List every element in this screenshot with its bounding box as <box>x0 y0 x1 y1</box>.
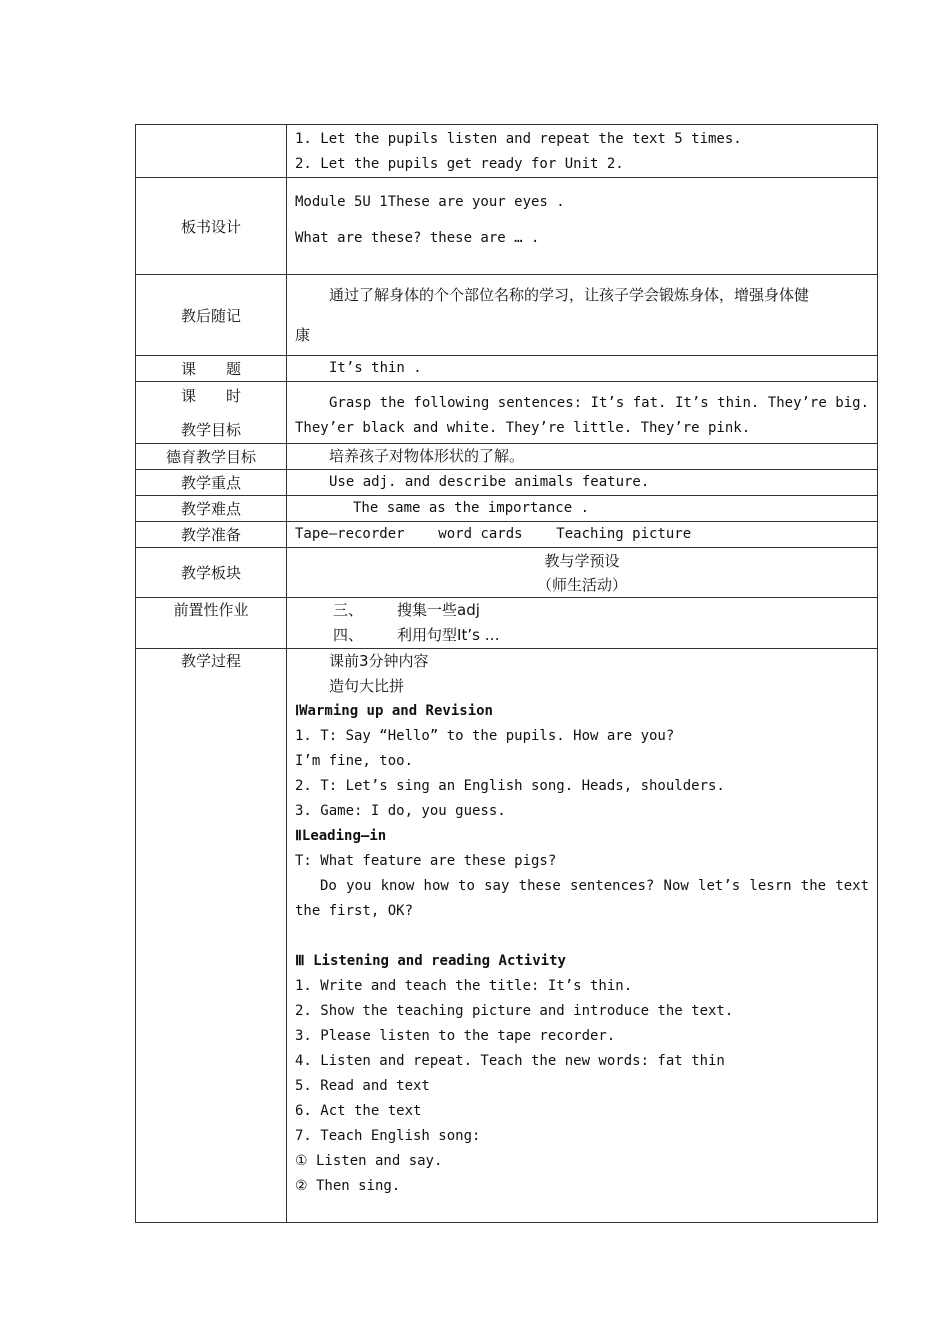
preparation-text: Tape—recorder word cards Teaching picture <box>295 526 692 542</box>
reflection-text: 通过了解身体的个个部位名称的学习，让孩子学会锻炼身体，增强身体健 <box>329 286 810 304</box>
listening-step-4: 4. Listen and repeat. Teach the new words: fat thin <box>295 1053 725 1069</box>
section-subtitle: （师生活动） <box>536 576 627 594</box>
blank-spacer <box>287 924 877 949</box>
leading-in-line-1: T: What feature are these pigs? <box>295 853 557 869</box>
topic-content <box>287 356 878 382</box>
difficulty-row <box>136 496 878 522</box>
board-line-2: What are these? these are … . <box>295 230 540 246</box>
listening-heading: Ⅲ Listening and reading Activity <box>295 953 566 969</box>
key-point-row <box>136 470 878 496</box>
moral-row <box>136 444 878 470</box>
warming-step-2: 2. T: Let’s sing an English song. Heads, shoulders. <box>295 778 725 794</box>
pre-work-item-1-text: 搜集一些adj <box>397 601 480 619</box>
key-point-label: 教学重点 <box>136 470 287 496</box>
process-content <box>287 649 878 1223</box>
warming-step-3: 3. Game: I do, you guess. <box>295 803 506 819</box>
process-label: 教学过程 <box>180 652 241 670</box>
pre-work-label: 前置性作业 <box>173 601 249 619</box>
board-design-content <box>287 178 878 275</box>
homework-row <box>136 125 878 178</box>
warming-step-1-reply: I’m fine, too. <box>295 753 414 769</box>
difficulty-text: The same as the importance . <box>353 500 590 516</box>
section-label: 教学板块 <box>136 548 287 598</box>
section-title: 教与学预设 <box>544 552 620 570</box>
song-sub-step-2: ② Then sing. <box>295 1178 401 1194</box>
warming-step-1: 1. T: Say “Hello” to the pupils. How are you? <box>295 728 675 744</box>
objectives-label-cell <box>136 382 287 444</box>
leading-in-heading: ⅡLeading—in <box>295 828 387 844</box>
key-point-text: Use adj. and describe animals feature. <box>329 474 650 490</box>
reflection-row <box>136 275 878 356</box>
topic-label: 课 题 <box>136 356 287 382</box>
pre-work-item-2 <box>287 623 877 648</box>
reflection-content <box>287 275 878 356</box>
moral-label: 德育教学目标 <box>136 444 287 470</box>
warming-up-heading: ⅠWarming up and Revision <box>295 703 493 719</box>
topic-text: It’s thin . <box>329 360 422 376</box>
preparation-label: 教学准备 <box>136 522 287 548</box>
pre-work-item-1-number: 三、 <box>333 601 364 619</box>
reflection-text-cont: 康 <box>295 326 311 344</box>
listening-step-6: 6. Act the text <box>295 1103 422 1119</box>
section-content <box>287 548 878 598</box>
pre-work-item-2-text: 利用句型It’s … <box>397 626 500 644</box>
board-design-row <box>136 178 878 275</box>
process-label-cell <box>136 649 287 1223</box>
homework-line-2: 2. Let the pupils get ready for Unit 2. <box>295 156 624 172</box>
board-design-label: 板书设计 <box>136 178 287 275</box>
listening-step-7: 7. Teach English song: <box>295 1128 481 1144</box>
difficulty-label: 教学难点 <box>136 496 287 522</box>
preparation-content <box>287 522 878 548</box>
pre-work-item-1 <box>287 598 877 623</box>
homework-label-cell <box>136 125 287 178</box>
lesson-plan-table <box>135 124 878 1223</box>
listening-step-5: 5. Read and text <box>295 1078 430 1094</box>
process-cn-line-2: 造句大比拼 <box>329 677 405 695</box>
difficulty-content <box>287 496 878 522</box>
homework-content-cell <box>287 125 878 178</box>
moral-content <box>287 444 878 470</box>
listening-step-3: 3. Please listen to the tape recorder. <box>295 1028 616 1044</box>
reflection-label: 教后随记 <box>136 275 287 356</box>
objectives-text: Grasp the following sentences: It’s fat. It’s thin. They’re big. They’er black and white. They’re little. They’re pink. <box>295 395 869 436</box>
goal-label: 教学目标 <box>180 421 241 439</box>
process-cn-line-1: 课前3分钟内容 <box>329 652 429 670</box>
leading-in-line-2: Do you know how to say these sentences? Now let’s lesrn the text the first, OK? <box>295 878 869 919</box>
objectives-row <box>136 382 878 444</box>
moral-text: 培养孩子对物体形状的了解。 <box>329 447 525 465</box>
objectives-content <box>287 382 878 444</box>
key-point-content <box>287 470 878 496</box>
period-label: 课 时 <box>180 387 241 405</box>
listening-step-2: 2. Show the teaching picture and introduce the text. <box>295 1003 734 1019</box>
listening-step-1: 1. Write and teach the title: It’s thin. <box>295 978 633 994</box>
song-sub-step-1: ① Listen and say. <box>295 1153 443 1169</box>
process-row <box>136 649 878 1223</box>
pre-work-label-cell <box>136 598 287 649</box>
board-line-1: Module 5U 1These are your eyes . <box>295 194 565 210</box>
homework-line-1: 1. Let the pupils listen and repeat the text 5 times. <box>295 131 742 147</box>
pre-work-row <box>136 598 878 649</box>
pre-work-item-2-number: 四、 <box>333 626 364 644</box>
section-row <box>136 548 878 598</box>
preparation-row <box>136 522 878 548</box>
pre-work-content <box>287 598 878 649</box>
topic-row <box>136 356 878 382</box>
